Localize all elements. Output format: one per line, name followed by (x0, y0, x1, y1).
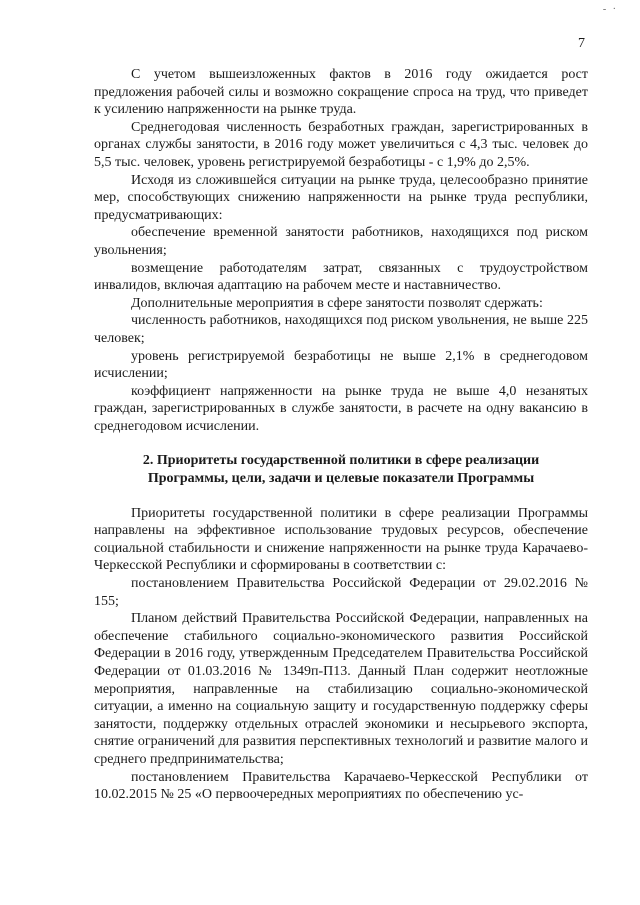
list-item: численность работников, находящихся под риском увольнения, не выше 225 человек; (94, 313, 588, 346)
paragraph: С учетом вышеизложенных фактов в 2016 году ожидается рост предложения рабочей силы и возможно сокращение спроса на труд, что приведет к усилению напряженности на рынке труда. (94, 67, 588, 118)
list-item: постановлением Правительства Российской Федерации от 29.02.2016 № 155; (94, 576, 588, 609)
section-heading-line-2: Программы, цели, задачи и целевые показатели Программы (147, 471, 535, 487)
section-heading (94, 452, 588, 487)
paragraph: Среднегодовая численность безработных граждан, зарегистрированных в органах службы занятости, в 2016 году может увеличиться с 4,3 тыс. человек до 5,5 тыс. человек, уровень регистрируемой безработицы - с 1,9% до 2,5%. (94, 119, 588, 170)
document-body (94, 66, 588, 804)
list-item: постановлением Правительства Карачаево-Черкесской Республики от 10.02.2015 № 25 «О первоочередных мероприятиях по обеспечению ус- (94, 769, 588, 803)
list-item: обеспечение временной занятости работников, находящихся под риском увольнения; (94, 225, 588, 258)
page-number: 7 (578, 36, 585, 51)
corner-mark: - · (602, 4, 618, 15)
paragraph: Дополнительные мероприятия в сфере занятости позволят сдержать: (131, 295, 543, 311)
section-heading-line-1: 2. Приоритеты государственной политики в сфере реализации (142, 453, 540, 469)
paragraph: Исходя из сложившейся ситуации на рынке труда, целесообразно принятие мер, способствующих снижению напряженности на рынке труда республики, предусматривающих: (94, 172, 588, 223)
paragraph: Приоритеты государственной политики в сфере реализации Программы направлены на эффективное использование трудовых ресурсов, обеспечение социальной стабильности и снижение напряженности на рынке труда Карачаево-Черкесской Республики и сформированы в соответствии с: (94, 505, 588, 574)
list-item: Планом действий Правительства Российской Федерации, направленных на обеспечение стабильного социально-экономического развития Российской Федерации в 2016 году, утвержденным Председателем Правительства Российской Федерации от 01.03.2016 № 1349п-П13. Данный План содержит неотложные мероприятия, направленные на стабилизацию социально-экономической ситуации, а именно на социальную защиту и государственную поддержку сферы занятости, поддержку отдельных отраслей экономики и несырьевого экспорта, снятие ограничений для развития перспективных технологий и развитие малого и среднего предпринимательства; (94, 611, 588, 767)
list-item: возмещение работодателям затрат, связанных с трудоустройством инвалидов, включая адаптацию на рабочем месте и наставничество. (94, 260, 588, 294)
list-item: уровень регистрируемой безработицы не выше 2,1% в среднегодовом исчислении; (94, 348, 588, 382)
list-item: коэффициент напряженности на рынке труда не выше 4,0 незанятых граждан, зарегистрированных в службе занятости, в расчете на одну вакансию в среднегодовом исчислении. (94, 383, 588, 434)
